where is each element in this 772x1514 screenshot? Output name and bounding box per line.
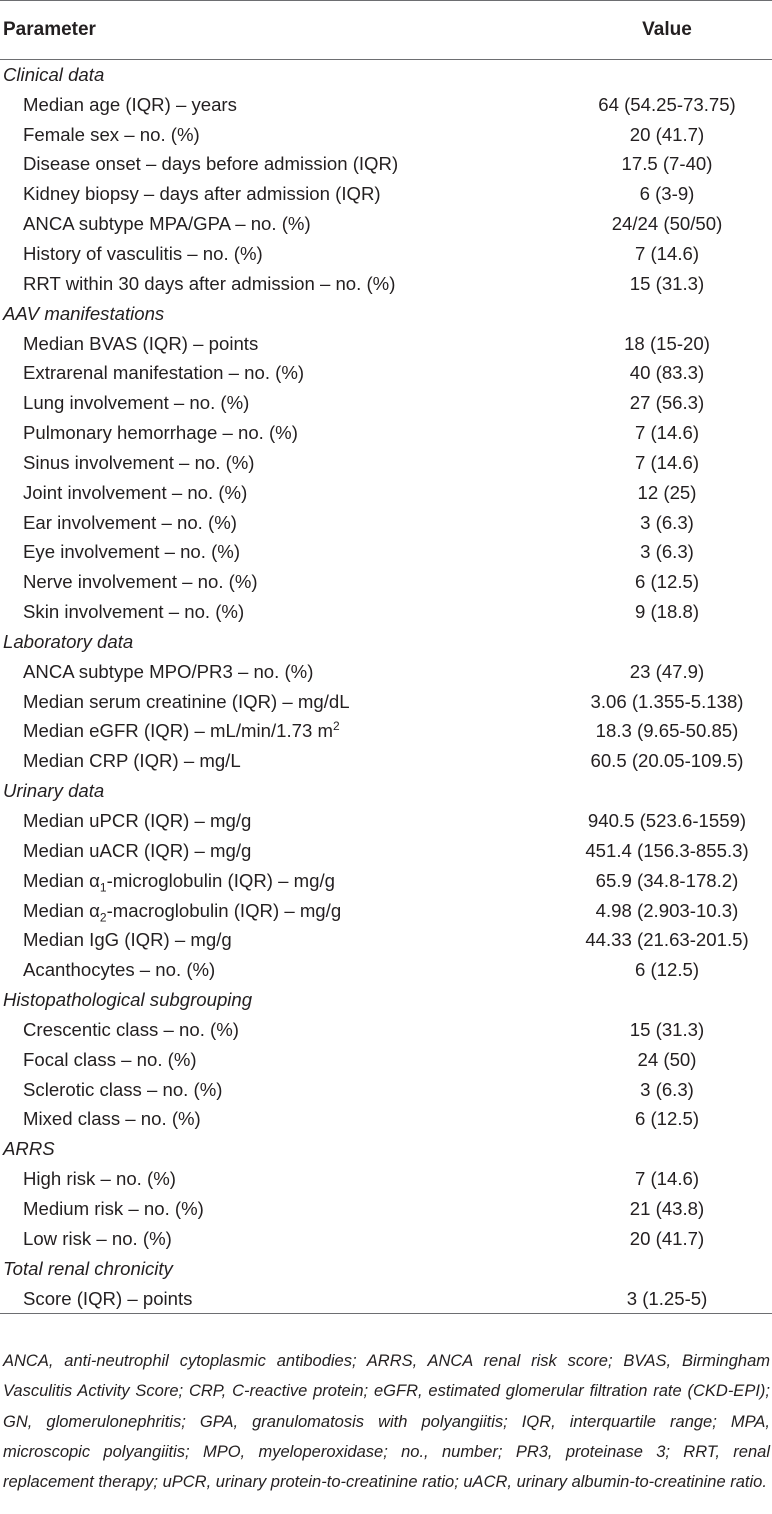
parameter-text-suffix: -macroglobulin (IQR) – mg/g (106, 899, 342, 921)
value-cell: 7 (14.6) (634, 1168, 700, 1190)
value-cell: 7 (14.6) (634, 422, 700, 444)
section-header-row (0, 60, 772, 90)
parameter-cell: Kidney biopsy – days after admission (IQR) (23, 183, 381, 205)
parameter-cell: Focal class – no. (%) (23, 1048, 197, 1070)
parameter-text-suffix: -microglobulin (IQR) – mg/g (106, 869, 335, 891)
table-row (0, 925, 772, 955)
header-parameter: Parameter (0, 1, 562, 60)
value-cell: 15 (31.3) (629, 1018, 705, 1040)
value-cell: 18 (15-20) (624, 332, 710, 354)
section-header-row (0, 985, 772, 1015)
table-row (0, 657, 772, 687)
value-cell: 6 (12.5) (634, 571, 700, 593)
table-row (0, 478, 772, 508)
value-cell: 6 (12.5) (634, 1108, 700, 1130)
superscript: 2 (332, 719, 340, 734)
table-row (0, 418, 772, 448)
parameter-cell: Pulmonary hemorrhage – no. (%) (23, 422, 298, 444)
parameter-cell: Sinus involvement – no. (%) (23, 451, 255, 473)
parameter-cell: Mixed class – no. (%) (23, 1108, 201, 1130)
table-row (0, 150, 772, 180)
parameter-cell: Nerve involvement – no. (%) (23, 571, 258, 593)
value-cell: 27 (56.3) (629, 392, 705, 414)
table-row (0, 1015, 772, 1045)
table-row (0, 1105, 772, 1135)
value-cell: 23 (47.9) (629, 660, 705, 682)
parameter-cell: Female sex – no. (%) (23, 123, 200, 145)
table-row (0, 1075, 772, 1105)
value-cell: 6 (12.5) (634, 959, 700, 981)
parameter-cell (0, 717, 562, 747)
section-title: Clinical data (3, 63, 105, 85)
parameter-cell: ANCA subtype MPO/PR3 – no. (%) (23, 660, 314, 682)
parameter-cell: Joint involvement – no. (%) (23, 481, 248, 503)
parameter-cell: Sclerotic class – no. (%) (23, 1078, 223, 1100)
value-cell: 24/24 (50/50) (611, 213, 723, 235)
value-cell: 3.06 (1.355-5.138) (590, 690, 744, 712)
value-cell: 3 (6.3) (640, 541, 694, 563)
table-row (0, 1194, 772, 1224)
table-row (0, 836, 772, 866)
value-cell: 24 (50) (637, 1048, 697, 1070)
parameter-cell: Extrarenal manifestation – no. (%) (23, 362, 305, 384)
table-row (0, 358, 772, 388)
parameter-cell: Median CRP (IQR) – mg/L (23, 750, 241, 772)
parameter-cell (0, 866, 562, 896)
parameter-cell: ANCA subtype MPA/GPA – no. (%) (23, 213, 311, 235)
value-cell: 17.5 (7-40) (621, 153, 713, 175)
table-body (0, 60, 772, 1314)
parameter-cell: Eye involvement – no. (%) (23, 541, 241, 563)
parameter-cell (0, 896, 562, 926)
table-row (0, 717, 772, 747)
section-header-row (0, 1254, 772, 1284)
table-row (0, 1045, 772, 1075)
table-row (0, 746, 772, 776)
value-cell: 44.33 (21.63-201.5) (585, 929, 749, 951)
section-header-row (0, 776, 772, 806)
parameter-cell: Disease onset – days before admission (IQR) (23, 153, 399, 175)
value-cell: 940.5 (523.6-1559) (587, 810, 747, 832)
section-title: Urinary data (3, 780, 105, 802)
value-cell: 6 (3-9) (639, 183, 695, 205)
value-cell: 3 (6.3) (640, 1078, 694, 1100)
table-row (0, 179, 772, 209)
parameter-text: Median α (23, 899, 100, 921)
value-cell: 3 (1.25-5) (562, 1284, 772, 1314)
value-cell: 21 (43.8) (629, 1197, 705, 1219)
value-cell: 18.3 (9.65-50.85) (595, 720, 739, 742)
table-header-row (0, 1, 772, 60)
table-footnote: ANCA, anti-neutrophil cytoplasmic antibodies; ARRS, ANCA renal risk score; BVAS, Birmingham Vasculitis Activity Score; CRP, C-reactive protein; eGFR, estimated glomerular filtration rate (CKD-EPI); GN, glomerulonephritis; GPA, granulomatosis with polyangiitis; IQR, interquartile range; MPA, microscopic polyangiitis; MPO, myeloperoxidase; no., number; PR3, proteinase 3; RRT, renal replacement therapy; uPCR, urinary protein-to-creatinine ratio; uACR, urinary albumin-to-creatinine ratio. (3, 1352, 770, 1492)
parameter-cell: Crescentic class – no. (%) (23, 1018, 239, 1040)
section-title: Histopathological subgrouping (3, 989, 253, 1011)
section-title: Laboratory data (3, 630, 134, 652)
table-row (0, 955, 772, 985)
table-row (0, 1224, 772, 1254)
parameter-cell: Skin involvement – no. (%) (23, 601, 245, 623)
table-row (0, 1284, 772, 1314)
table-row (0, 1164, 772, 1194)
parameter-cell: Median serum creatinine (IQR) – mg/dL (23, 690, 350, 712)
value-cell: 15 (31.3) (629, 272, 705, 294)
value-cell: 40 (83.3) (629, 362, 705, 384)
section-header-row (0, 299, 772, 329)
table-row (0, 90, 772, 120)
section-title: AAV manifestations (3, 302, 165, 324)
table-row (0, 239, 772, 269)
parameter-cell: Median uPCR (IQR) – mg/g (23, 810, 252, 832)
table-row (0, 269, 772, 299)
table-row (0, 120, 772, 150)
parameter-cell: Score (IQR) – points (0, 1284, 562, 1314)
parameter-cell: Medium risk – no. (%) (23, 1197, 204, 1219)
value-cell: 451.4 (156.3-855.3) (585, 839, 749, 861)
table-row (0, 209, 772, 239)
parameter-cell: Median BVAS (IQR) – points (23, 332, 259, 354)
value-cell: 64 (54.25-73.75) (598, 93, 736, 115)
table-row (0, 866, 772, 896)
table-row (0, 896, 772, 926)
value-cell: 7 (14.6) (634, 242, 700, 264)
table-row (0, 329, 772, 359)
table-row (0, 597, 772, 627)
parameter-cell: Low risk – no. (%) (23, 1227, 172, 1249)
parameter-cell: History of vasculitis – no. (%) (23, 242, 263, 264)
value-cell: 7 (14.6) (634, 451, 700, 473)
table-row (0, 806, 772, 836)
subscript: 2 (99, 910, 107, 925)
table-row (0, 508, 772, 538)
parameter-cell: High risk – no. (%) (23, 1168, 176, 1190)
parameter-cell: Ear involvement – no. (%) (23, 511, 237, 533)
parameter-cell: Lung involvement – no. (%) (23, 392, 250, 414)
section-title: Total renal chronicity (3, 1257, 173, 1279)
table-row (0, 448, 772, 478)
table-row (0, 687, 772, 717)
table-row (0, 388, 772, 418)
value-cell: 20 (41.7) (629, 123, 705, 145)
parameter-cell: Median IgG (IQR) – mg/g (23, 929, 232, 951)
parameter-cell: Median uACR (IQR) – mg/g (23, 839, 252, 861)
table-row (0, 567, 772, 597)
section-header-row (0, 1134, 772, 1164)
table-row (0, 538, 772, 568)
parameter-cell: Median age (IQR) – years (23, 93, 237, 115)
value-cell: 65.9 (34.8-178.2) (595, 869, 739, 891)
value-cell: 20 (41.7) (629, 1227, 705, 1249)
section-title: ARRS (3, 1138, 55, 1160)
section-header-row (0, 627, 772, 657)
subscript: 1 (99, 880, 107, 895)
parameter-cell: RRT within 30 days after admission – no. (%) (23, 272, 396, 294)
value-cell: 60.5 (20.05-109.5) (590, 750, 744, 772)
parameter-cell: Acanthocytes – no. (%) (23, 959, 216, 981)
value-cell: 12 (25) (637, 481, 697, 503)
parameter-text: Median α (23, 869, 100, 891)
value-cell: 3 (6.3) (640, 511, 694, 533)
header-value: Value (562, 1, 772, 60)
value-cell: 9 (18.8) (634, 601, 700, 623)
value-cell: 4.98 (2.903-10.3) (595, 899, 739, 921)
parameter-text: Median eGFR (IQR) – mL/min/1.73 m (23, 720, 333, 742)
